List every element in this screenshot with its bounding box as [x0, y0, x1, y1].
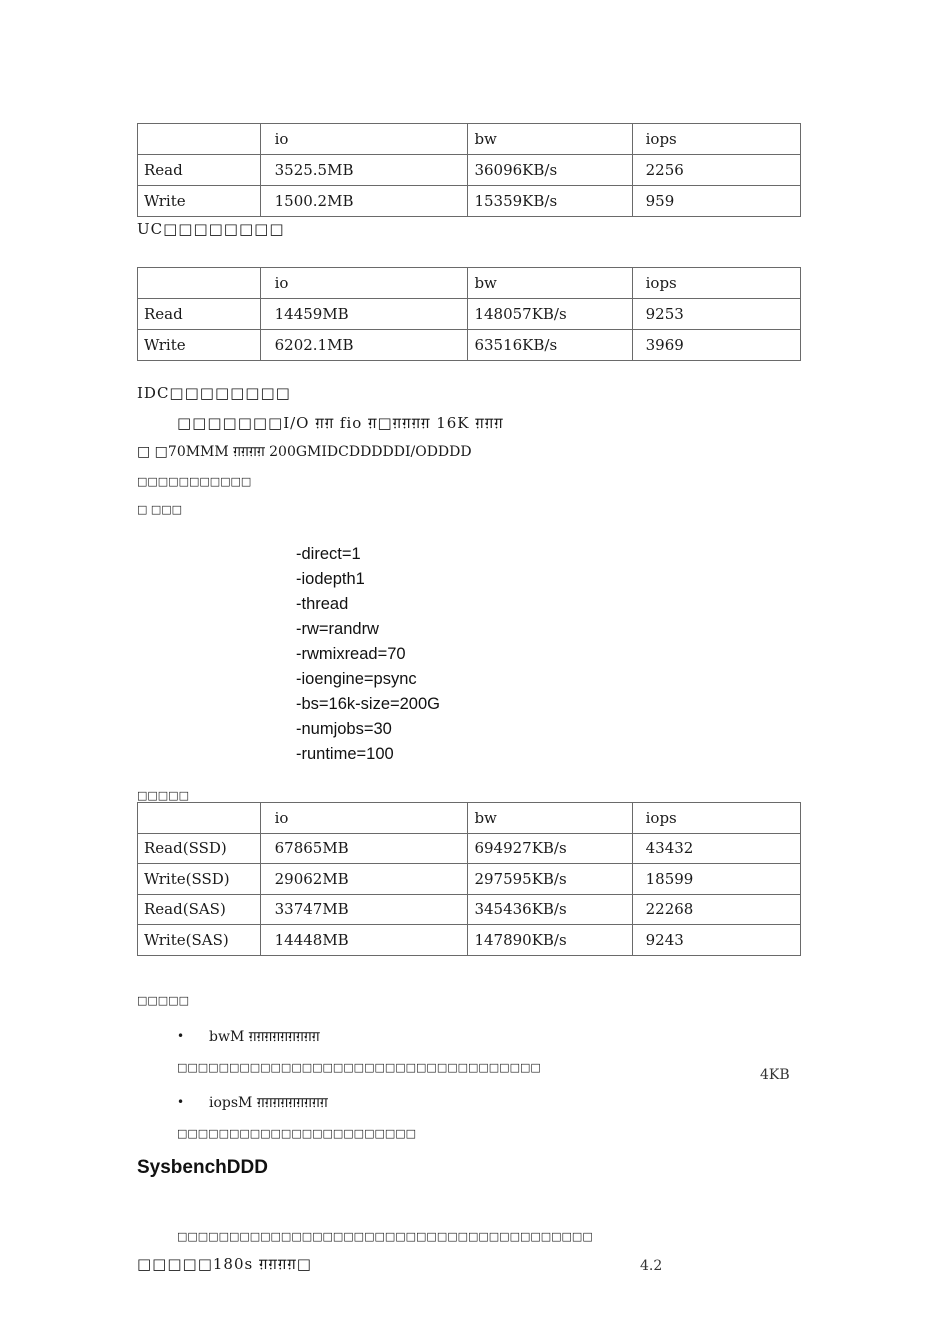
- fio-option: -runtime=100: [296, 745, 394, 763]
- table-cell: bw: [468, 268, 632, 299]
- table-caption-1: UC□□□□□□□□: [137, 220, 285, 238]
- table-cell: iops: [632, 803, 800, 834]
- table-cell: 345436KB/s: [468, 894, 632, 925]
- table-cell: [138, 803, 261, 834]
- fio-option: -rw=randrw: [296, 620, 379, 638]
- table-cell: 18599: [632, 864, 800, 895]
- table-cell: 3525.5MB: [260, 155, 468, 186]
- table-cell: iops: [632, 268, 800, 299]
- fio-option: -ioengine=psync: [296, 670, 417, 688]
- table-header-row: [138, 803, 801, 834]
- table-cell: 3969: [632, 330, 800, 361]
- table-cell: 147890KB/s: [468, 925, 632, 956]
- table-cell: 33747MB: [260, 894, 468, 925]
- table-cell: Read(SSD): [138, 833, 261, 864]
- paragraph-boxes-1: □□□□□□□□□□□: [137, 475, 252, 488]
- bullet-title-bw: bwM ग़ग़ग़ग़ग़ग़ग़ग़ग़: [209, 1029, 320, 1045]
- bullet-marker: •: [177, 1029, 185, 1043]
- table-row: [138, 330, 801, 361]
- fio-option: -thread: [296, 595, 349, 613]
- table-cell: 9253: [632, 299, 800, 330]
- section-caption-idc: IDC□□□□□□□□: [137, 384, 291, 402]
- table-row: [138, 925, 801, 956]
- table-cell: 297595KB/s: [468, 864, 632, 895]
- fio-option: -bs=16k-size=200G: [296, 695, 440, 713]
- table-row: [138, 833, 801, 864]
- table-cell: 1500.2MB: [260, 186, 468, 217]
- table-cell: [138, 268, 261, 299]
- paragraph-duration: □□□□□180s ग़ग़ग़ग़□: [137, 1255, 312, 1273]
- table-cell: 694927KB/s: [468, 833, 632, 864]
- paragraph-boxes-2: □ □□□: [137, 503, 183, 516]
- table-cell: io: [260, 803, 468, 834]
- table-cell: 2256: [632, 155, 800, 186]
- fio-option: -rwmixread=70: [296, 645, 406, 663]
- table-cell: io: [260, 268, 468, 299]
- side-note-version: 4.2: [640, 1258, 663, 1274]
- table-cell: bw: [468, 803, 632, 834]
- table-cell: Write: [138, 330, 261, 361]
- table-cell: 67865MB: [260, 833, 468, 864]
- table-cell: iops: [632, 124, 800, 155]
- bullet-title-iops: iopsM ग़ग़ग़ग़ग़ग़ग़ग़ग़: [209, 1095, 328, 1111]
- table-cell: Write(SAS): [138, 925, 261, 956]
- table-cell: 29062MB: [260, 864, 468, 895]
- table-cell: Write: [138, 186, 261, 217]
- fio-option: -numjobs=30: [296, 720, 392, 738]
- table-cell: 148057KB/s: [468, 299, 632, 330]
- results-table-2: [137, 267, 801, 361]
- results-table-1: [137, 123, 801, 217]
- results-table-3: [137, 802, 801, 956]
- table-header-row: [138, 124, 801, 155]
- table-cell: 15359KB/s: [468, 186, 632, 217]
- table-cell: 22268: [632, 894, 800, 925]
- bullet-marker: •: [177, 1095, 185, 1109]
- fio-options-list: [296, 542, 440, 767]
- table-cell: Write(SSD): [138, 864, 261, 895]
- table-cell: bw: [468, 124, 632, 155]
- table-cell: 43432: [632, 833, 800, 864]
- table-row: [138, 894, 801, 925]
- table-cell: 63516KB/s: [468, 330, 632, 361]
- paragraph-fio-intro: □□□□□□□I/O ग़ग़ fio ग़□ग़ग़ग़ग़ 16K ग़ग़ग़: [177, 414, 504, 432]
- table-cell: 9243: [632, 925, 800, 956]
- table-cell: 36096KB/s: [468, 155, 632, 186]
- table-cell: 959: [632, 186, 800, 217]
- side-note-4kb: 4KB: [760, 1067, 790, 1083]
- section-heading-sysbench: SysbenchDDD: [137, 1157, 268, 1178]
- table-row: [138, 155, 801, 186]
- table-caption-3: □□□□□: [137, 789, 189, 802]
- bullet-body-bw: □□□□□□□□□□□□□□□□□□□□□□□□□□□□□□□□□□□: [177, 1061, 541, 1074]
- table-cell: Read(SAS): [138, 894, 261, 925]
- table-row: [138, 186, 801, 217]
- table-cell: 6202.1MB: [260, 330, 468, 361]
- fio-option: -iodepth1: [296, 570, 365, 588]
- table-row: [138, 864, 801, 895]
- table-header-row: [138, 268, 801, 299]
- table-cell: Read: [138, 155, 261, 186]
- paragraph-test-size: □ □70MMM ग़ग़ग़ग़ 200GMIDCDDDDDI/ODDDD: [137, 444, 472, 460]
- table-row: [138, 299, 801, 330]
- fio-option: -direct=1: [296, 545, 361, 563]
- table-cell: 14459MB: [260, 299, 468, 330]
- section-caption-4: □□□□□: [137, 994, 189, 1007]
- table-cell: Read: [138, 299, 261, 330]
- paragraph-sysbench: □□□□□□□□□□□□□□□□□□□□□□□□□□□□□□□□□□□□□□□□: [177, 1230, 593, 1243]
- bullet-body-iops: □□□□□□□□□□□□□□□□□□□□□□□: [177, 1127, 417, 1140]
- table-cell: io: [260, 124, 468, 155]
- table-cell: 14448MB: [260, 925, 468, 956]
- table-cell: [138, 124, 261, 155]
